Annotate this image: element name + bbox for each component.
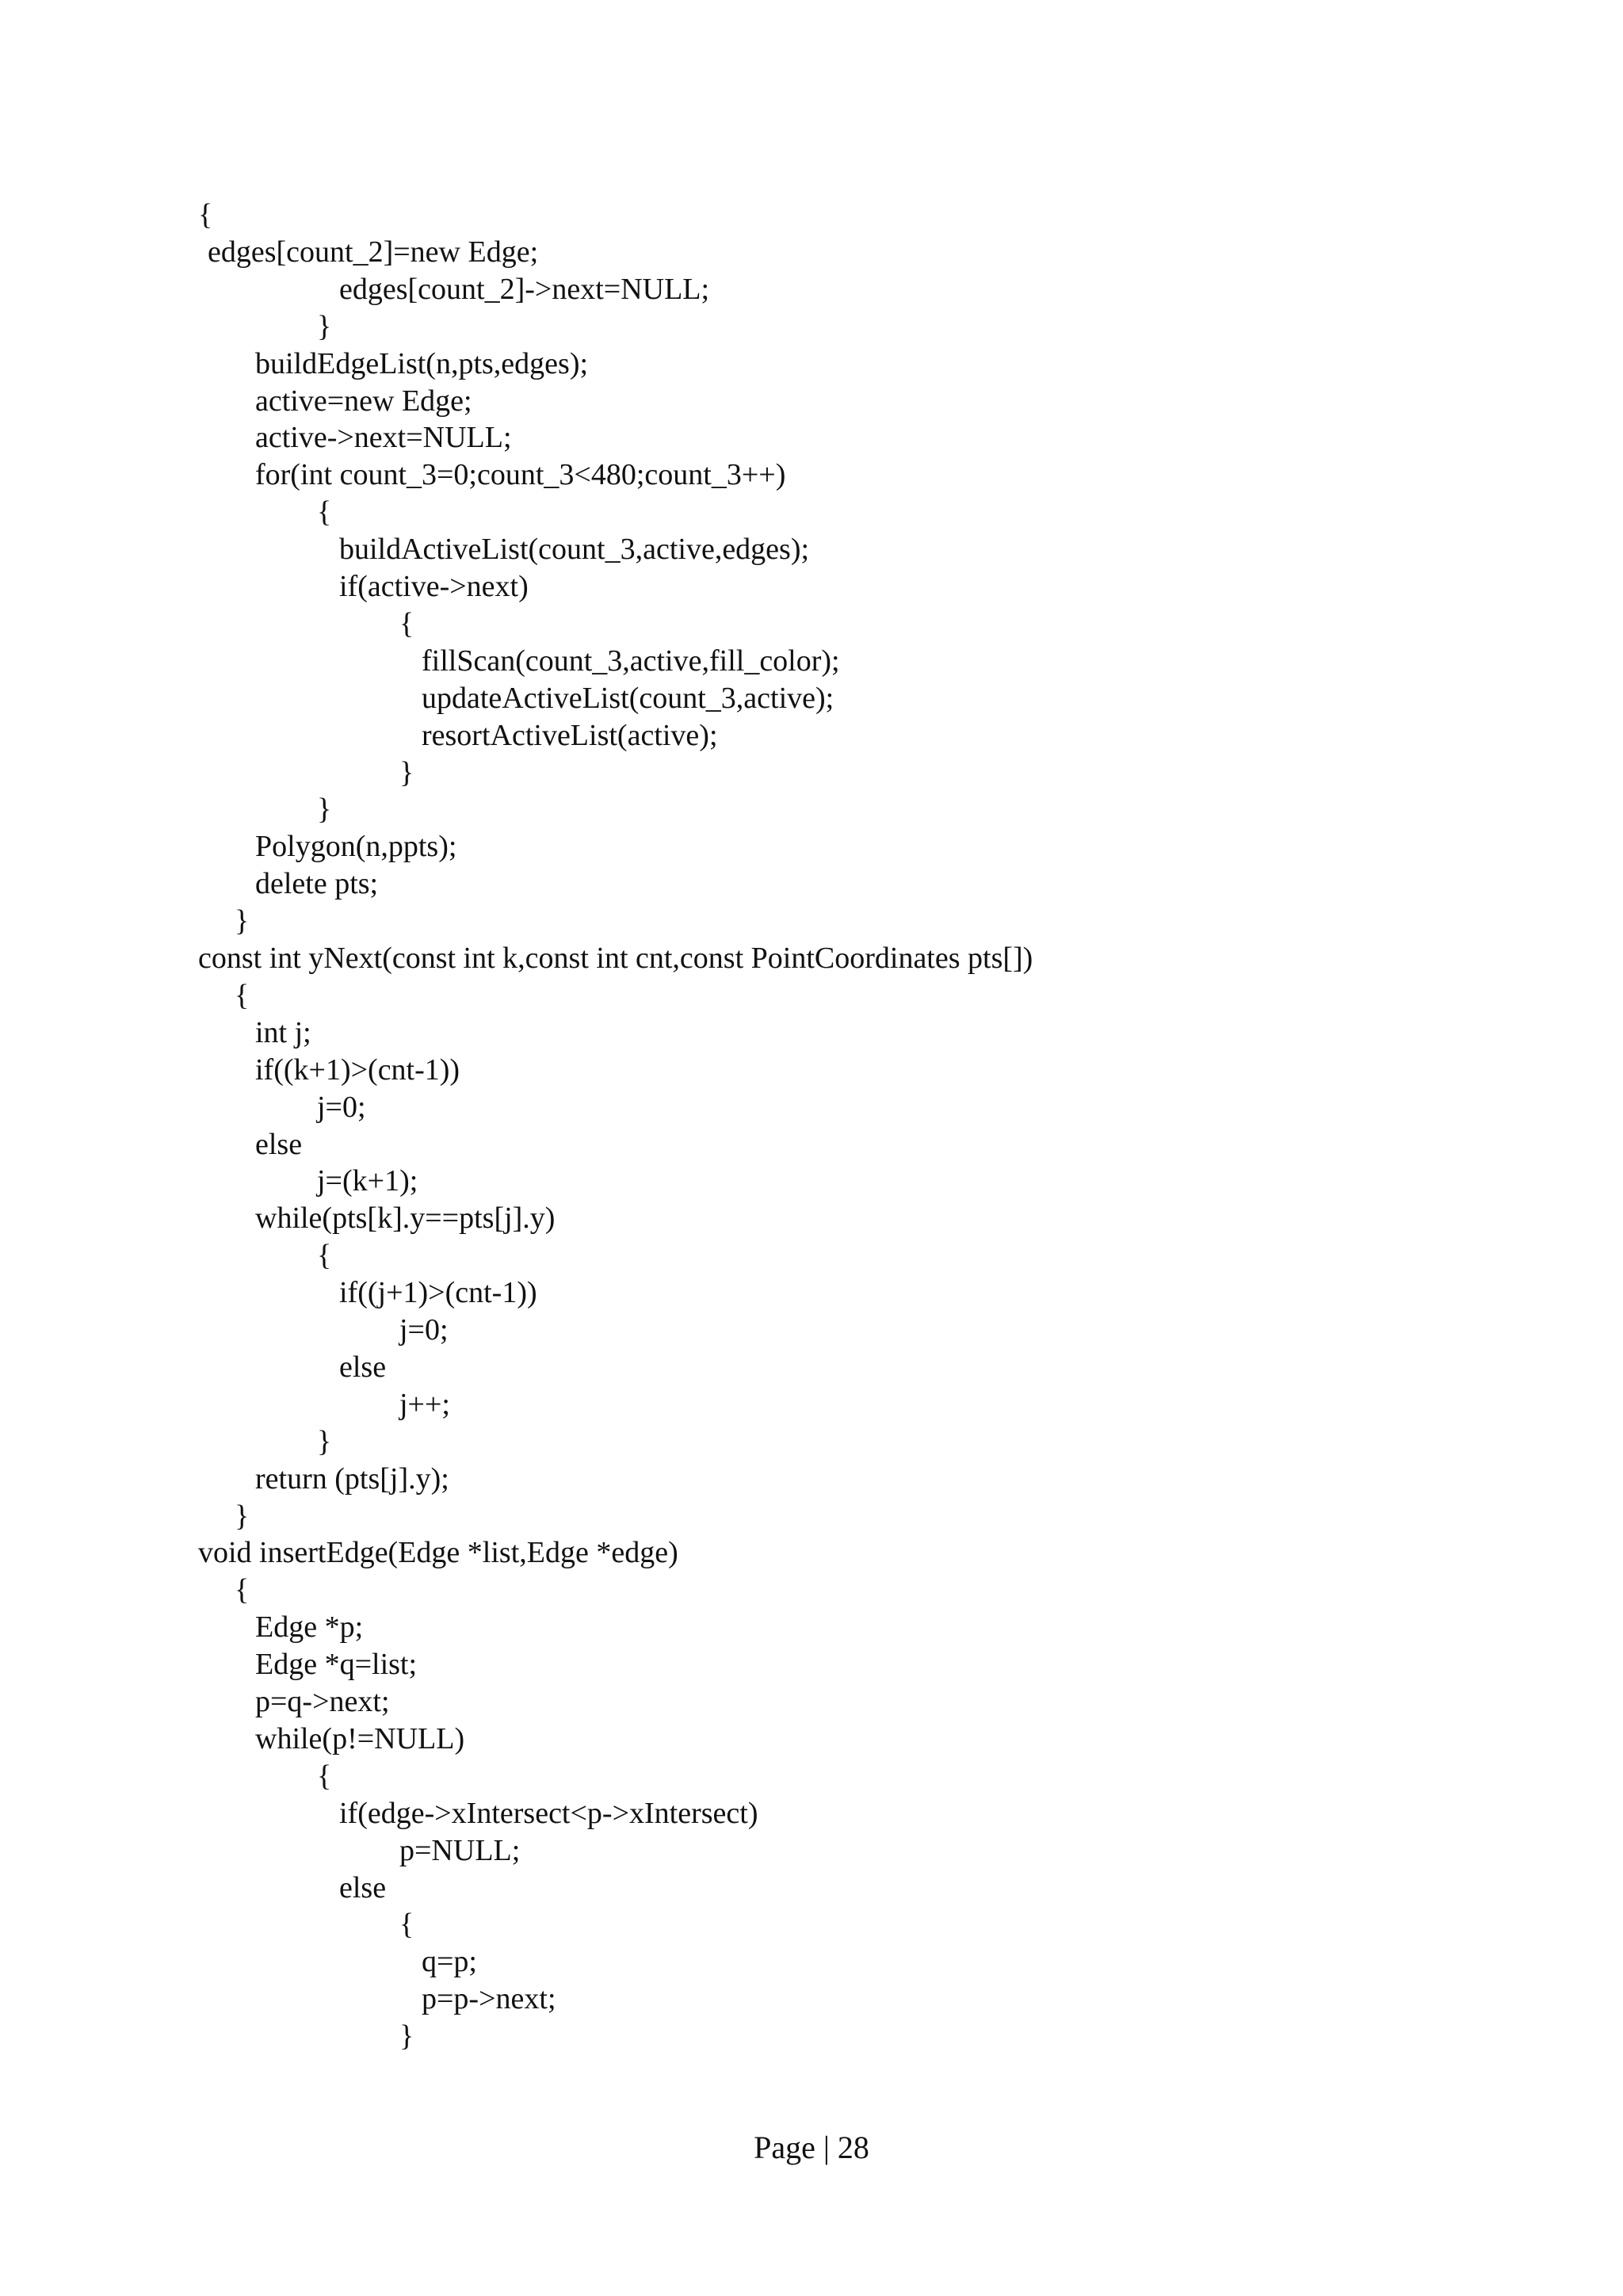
code-line: { xyxy=(235,1573,250,1607)
page-number: Page | 28 xyxy=(754,2130,869,2165)
code-line: Edge *p; xyxy=(255,1610,364,1645)
code-line: } xyxy=(399,755,414,789)
code-line: while(pts[k].y==pts[j].y) xyxy=(255,1201,556,1236)
code-line: fillScan(count_3,active,fill_color); xyxy=(422,644,840,678)
code-line: { xyxy=(317,495,332,529)
code-line: for(int count_3=0;count_3<480;count_3++) xyxy=(255,458,786,492)
code-line: if(edge->xIntersect<p->xIntersect) xyxy=(339,1796,758,1830)
code-line: else xyxy=(339,1350,387,1384)
code-line: int j; xyxy=(255,1015,311,1049)
code-line: updateActiveList(count_3,active); xyxy=(422,681,834,715)
code-line: void insertEdge(Edge *list,Edge *edge) xyxy=(198,1536,678,1570)
code-line: return (pts[j].y); xyxy=(255,1461,449,1496)
code-line: { xyxy=(198,198,213,231)
code-line: p=NULL; xyxy=(399,1833,521,1867)
code-line: resortActiveList(active); xyxy=(422,718,718,752)
code-line: while(p!=NULL) xyxy=(255,1721,465,1755)
code-line: } xyxy=(399,2019,414,2053)
code-line: } xyxy=(235,1499,250,1533)
code-line: p=q->next; xyxy=(255,1685,390,1718)
code-line: { xyxy=(317,1759,332,1793)
code-line: j++; xyxy=(399,1387,450,1421)
code-line: buildActiveList(count_3,active,edges); xyxy=(339,533,810,567)
code-line: { xyxy=(317,1239,332,1273)
code-line: buildEdgeList(n,pts,edges); xyxy=(255,346,589,380)
code-line: j=(k+1); xyxy=(317,1164,418,1198)
code-line: if((j+1)>(cnt-1)) xyxy=(339,1276,537,1310)
code-line: Edge *q=list; xyxy=(255,1648,418,1682)
code-line: j=0; xyxy=(399,1313,449,1347)
code-line: q=p; xyxy=(422,1945,477,1979)
code-line: else xyxy=(339,1870,387,1904)
code-line: if(active->next) xyxy=(339,570,529,603)
page-footer xyxy=(0,2129,1623,2167)
code-line: else xyxy=(255,1127,303,1161)
code-line: const int yNext(const int k,const int cnt,const PointCoordinates pts[]) xyxy=(198,942,1033,975)
code-line: { xyxy=(399,1908,414,1942)
code-line: { xyxy=(399,606,414,640)
code-line: { xyxy=(235,978,250,1012)
code-line: active=new Edge; xyxy=(255,384,472,418)
code-line: p=p->next; xyxy=(422,1982,556,2016)
code-line: edges[count_2]->next=NULL; xyxy=(339,272,710,306)
code-line: if((k+1)>(cnt-1)) xyxy=(255,1052,460,1087)
code-line: j=0; xyxy=(317,1090,366,1124)
code-line: } xyxy=(317,793,332,827)
code-line: } xyxy=(317,309,332,343)
code-line: Polygon(n,ppts); xyxy=(255,830,457,864)
code-line: } xyxy=(235,904,250,938)
code-line: } xyxy=(317,1424,332,1458)
code-line: active->next=NULL; xyxy=(255,421,512,455)
code-line: delete pts; xyxy=(255,867,379,901)
code-line: edges[count_2]=new Edge; xyxy=(208,235,539,269)
